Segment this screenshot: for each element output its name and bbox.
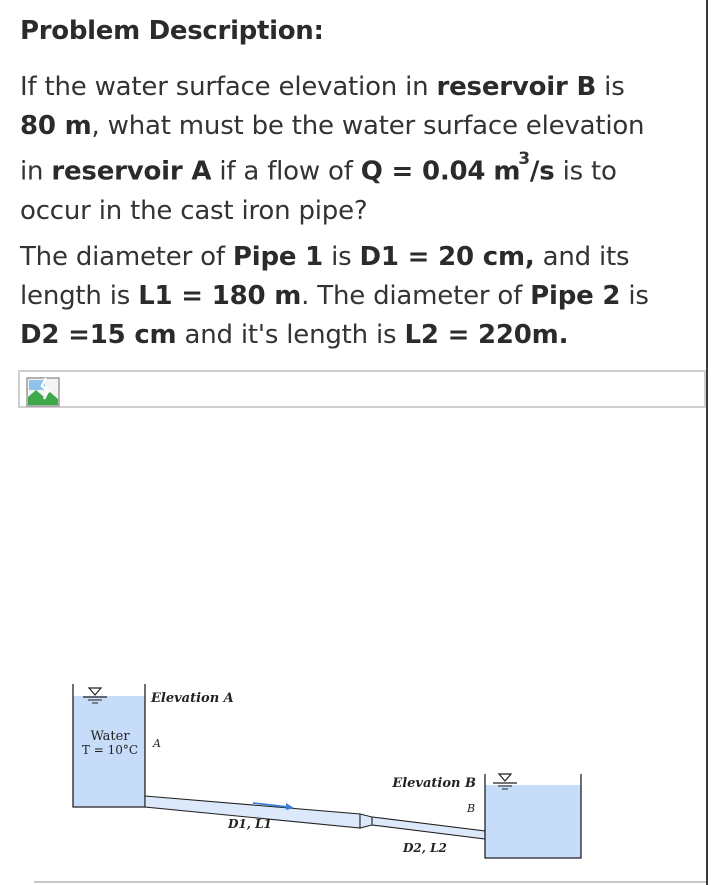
bold-run: Q = 0.04 [360, 156, 486, 187]
broken-image-icon [26, 377, 60, 407]
pipe-contraction [360, 814, 372, 828]
elevation-b-label: Elevation B [392, 776, 476, 791]
point-b-label: B [467, 802, 476, 815]
page-title: Problem Description: [20, 16, 324, 46]
problem-paragraph-1 [20, 68, 660, 231]
bold-run: reservoir B [436, 72, 597, 102]
pipe-1-label: D1, L1 [228, 817, 272, 831]
bold-run: m [493, 156, 521, 187]
bold-run: 80 m [20, 111, 92, 141]
text-run: is [620, 281, 649, 311]
text-run: is [596, 72, 625, 102]
text-run: is to occur in the cast iron pipe? [20, 156, 617, 226]
text-run: is [323, 242, 360, 272]
reservoir-pipe-diagram [60, 670, 600, 870]
text-run: , what must be the water surface elevation in [20, 111, 645, 187]
bold-run: Pipe 1 [232, 242, 324, 272]
text-run: if a flow of [211, 156, 361, 187]
text-run: and it's length is [176, 320, 405, 350]
elevation-a-label: Elevation A [151, 691, 234, 706]
exponent: 3 [518, 149, 530, 169]
bold-run: Pipe 2 [530, 281, 621, 311]
problem-paragraph-2 [20, 238, 660, 355]
text-run: The diameter of [20, 242, 233, 272]
text-run: and its length is [20, 242, 630, 311]
text-run: If the water surface elevation in [20, 72, 437, 102]
bold-run: reservoir A [51, 156, 212, 187]
bottom-divider [34, 881, 706, 883]
pipe-2 [372, 817, 485, 839]
bold-run: /s [529, 156, 555, 187]
point-a-label: A [153, 737, 161, 750]
pipe-2-label: D2, L2 [403, 841, 447, 855]
bold-run: D2 =15 cm [20, 320, 177, 350]
water-label: Water [90, 729, 130, 744]
bold-run: L2 = 220m. [404, 320, 569, 350]
bold-run: L1 = 180 m [138, 281, 302, 311]
temperature-label: T = 10°C [81, 743, 139, 757]
bold-run: D1 = 20 cm, [359, 242, 535, 272]
reservoir-b-water [485, 785, 581, 858]
text-run: . The diameter of [301, 281, 531, 311]
broken-image-frame[interactable] [18, 370, 706, 408]
right-border-rule [706, 0, 708, 885]
